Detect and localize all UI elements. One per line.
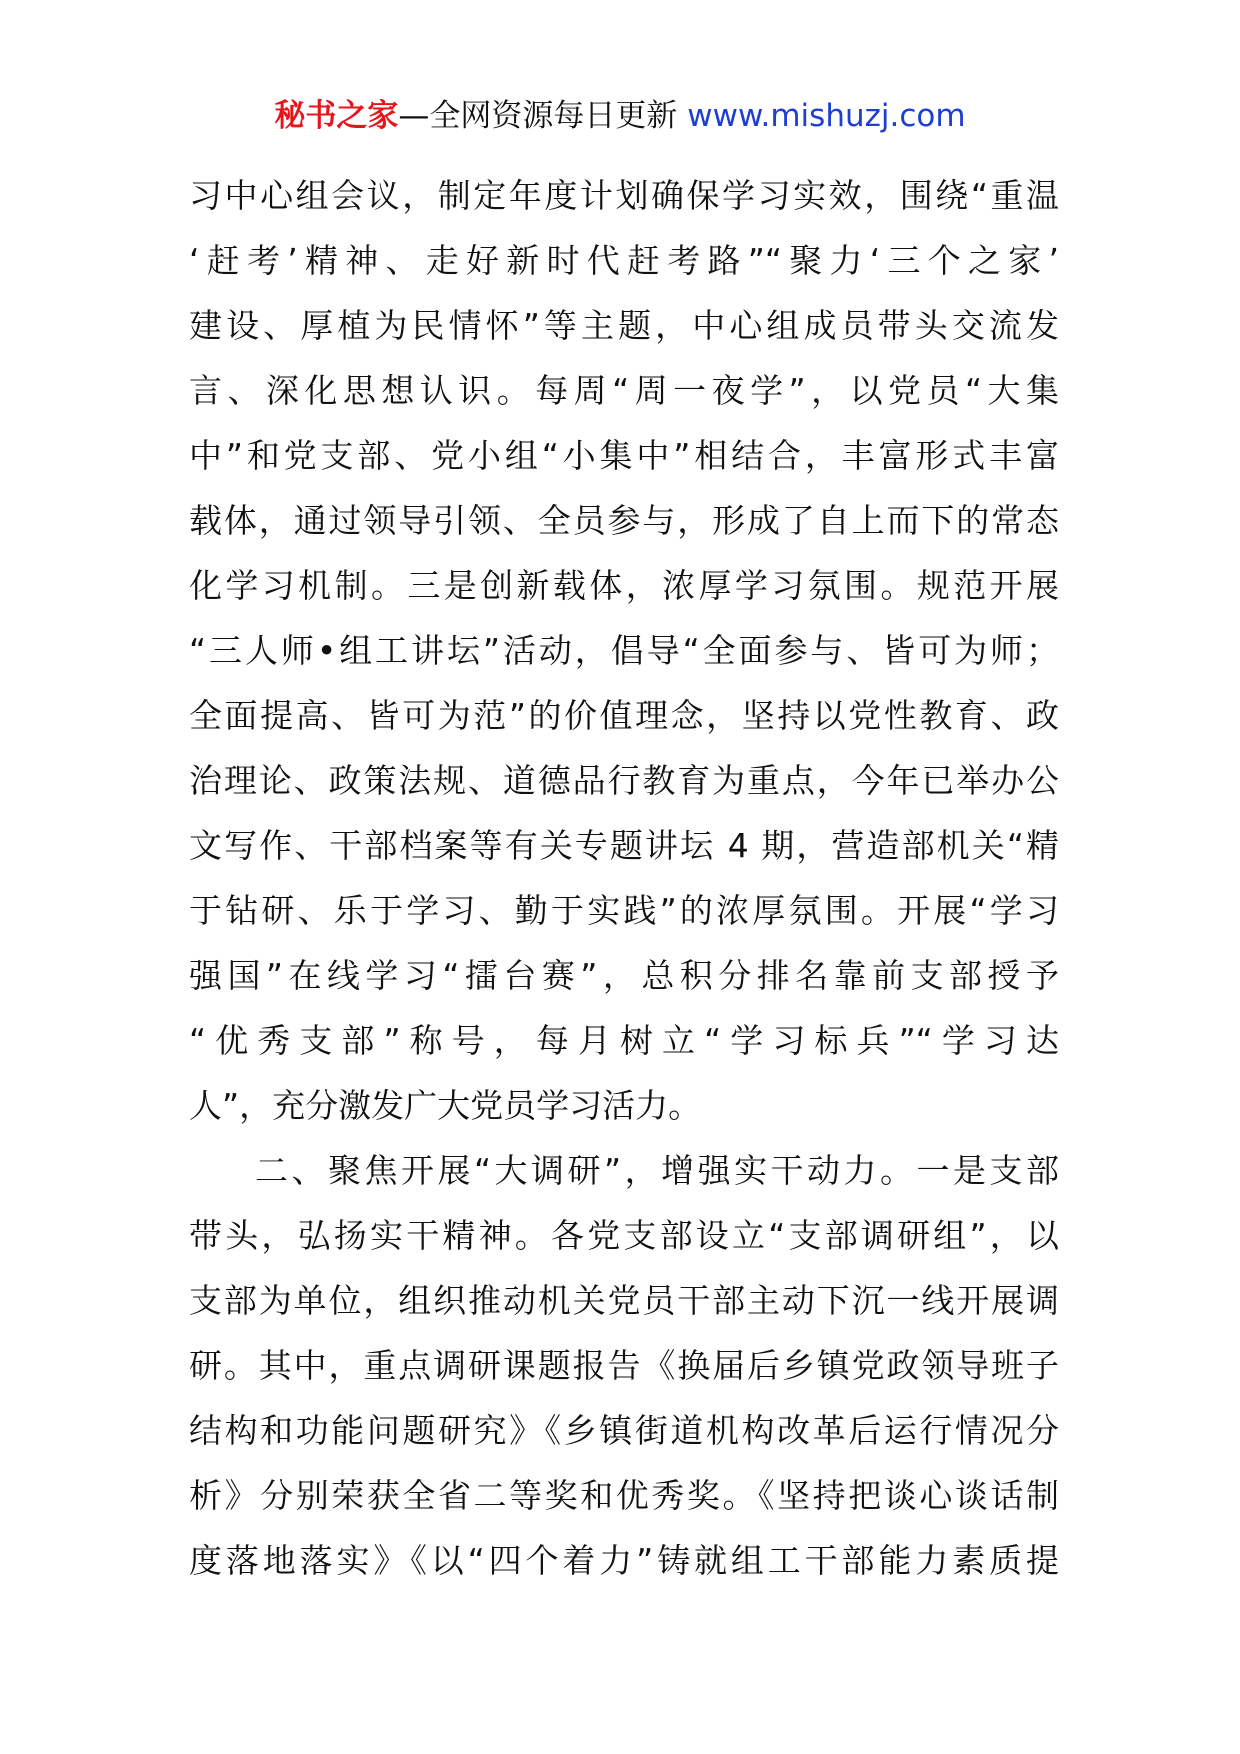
text-line: 析》分别荣获全省二等奖和优秀奖。《坚持把谈心谈话制: [189, 1476, 1059, 1515]
text-line: 言、深化思想认识。每周“周一夜学”，以党员“大集: [189, 371, 1059, 410]
text-line: 结构和功能问题研究》《乡镇街道机构改革后运行情况分: [189, 1411, 1059, 1450]
text-line: 支部为单位，组织推动机关党员干部主动下沉一线开展调: [189, 1281, 1059, 1320]
text-line: “三人师•组工讲坛”活动，倡导“全面参与、皆可为师；: [189, 631, 1059, 670]
text-line: 强国”在线学习“擂台赛”，总积分排名靠前支部授予: [189, 956, 1059, 995]
text-line: 研。其中，重点调研课题报告《换届后乡镇党政领导班子: [189, 1346, 1059, 1385]
text-line: 载体，通过领导引领、全员参与，形成了自上而下的常态: [189, 501, 1059, 540]
text-line: 文写作、干部档案等有关专题讲坛 4 期，营造部机关“精: [189, 826, 1059, 865]
site-brand: 秘书之家: [274, 98, 399, 134]
section-heading-line: 二、聚焦开展“大调研”，增强实干动力。一是支部: [255, 1151, 1059, 1190]
text-line: 中”和党支部、党小组“小集中”相结合，丰富形式丰富: [189, 436, 1059, 475]
text-line: 度落地落实》《以“四个着力”铸就组工干部能力素质提: [189, 1541, 1059, 1580]
text-line: 于钻研、乐于学习、勤于实践”的浓厚氛围。开展“学习: [189, 891, 1059, 930]
text-line: 治理论、政策法规、道德品行教育为重点，今年已举办公: [189, 761, 1059, 800]
document-body: [189, 163, 1059, 1593]
text-line: 全面提高、皆可为范”的价值理念，坚持以党性教育、政: [189, 696, 1059, 735]
site-tagline: —全网资源每日更新: [398, 98, 678, 134]
text-line: ‘赶考’精神、走好新时代赶考路”“聚力‘三个之家’: [189, 241, 1059, 280]
text-line: 建设、厚植为民情怀”等主题，中心组成员带头交流发: [189, 306, 1059, 345]
text-line: “优秀支部”称号，每月树立“学习标兵”“学习达: [189, 1021, 1059, 1060]
text-line: 习中心组会议，制定年度计划确保学习实效，围绕“重温: [189, 176, 1059, 215]
site-url: www.mishuzj.com: [687, 98, 966, 134]
text-line: 化学习机制。三是创新载体，浓厚学习氛围。规范开展: [189, 566, 1059, 605]
text-line: 带头，弘扬实干精神。各党支部设立“支部调研组”，以: [189, 1216, 1059, 1255]
paragraph-end-line: 人”，充分激发广大党员学习活力。: [189, 1086, 702, 1125]
watermark-header: [0, 96, 1240, 136]
